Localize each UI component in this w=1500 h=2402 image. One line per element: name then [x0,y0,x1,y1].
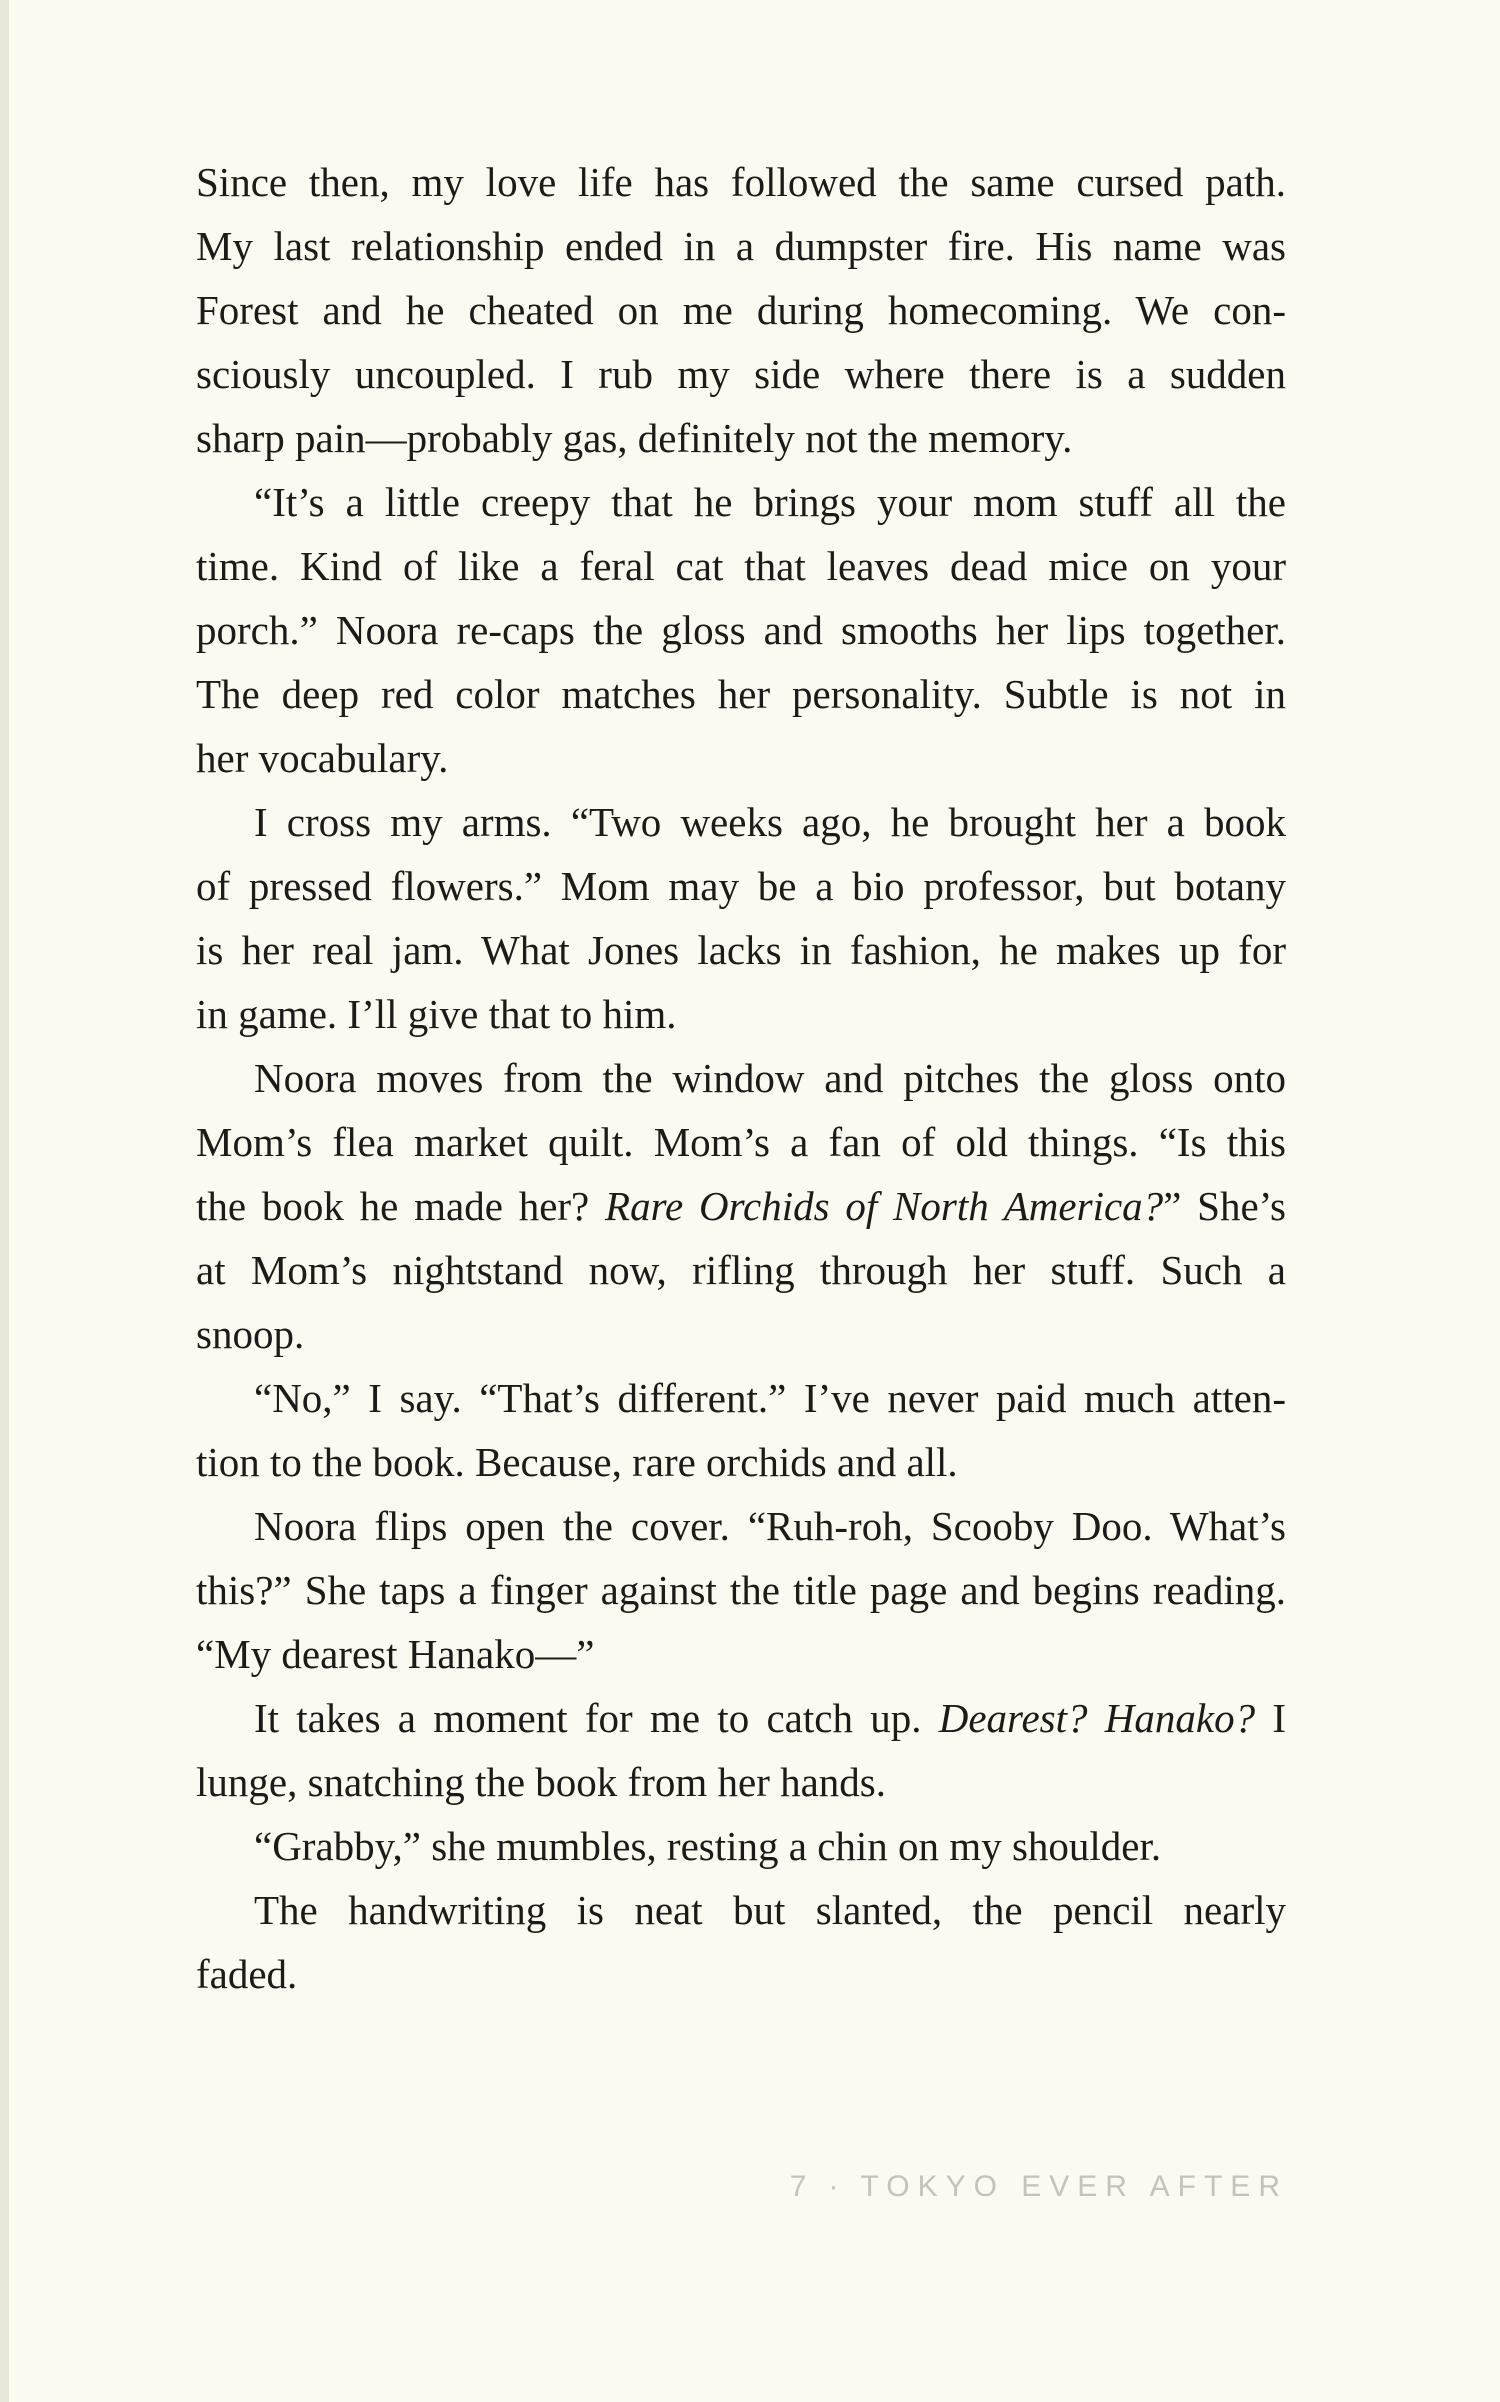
text-line: sharp pain—probably gas, definitely not the memory. [196,415,1073,461]
paragraph [196,470,1286,790]
text-line: Noora moves from the window and pitches the gloss onto [254,1055,1286,1101]
text-line: time. Kind of like a feral cat that leaves dead mice on your [196,543,1286,589]
page-number: 7 [789,2170,815,2203]
text-line: Forest and he cheated on me during homecoming. We con- [196,287,1286,333]
paragraph [196,1814,1286,1878]
text-line: snoop. [196,1311,305,1357]
paragraph [196,1878,1286,2006]
text-line: My last relationship ended in a dumpster fire. His name was [196,223,1286,269]
text-line: “Grabby,” she mumbles, resting a chin on my shoulder. [254,1823,1162,1869]
text-line: this?” She taps a finger against the title page and begins reading. [196,1567,1286,1613]
text-line: of pressed flowers.” Mom may be a bio professor, but botany [196,863,1286,909]
text-line: porch.” Noora re-caps the gloss and smooths her lips together. [196,607,1286,653]
paragraph [196,790,1286,1046]
paragraph [196,150,1286,470]
text-line: at Mom’s nightstand now, rifling through her stuff. Such a [196,1247,1286,1293]
text-line: “It’s a little creepy that he brings your mom stuff all the [254,479,1286,525]
text-line: It takes a moment for me to catch up. Dearest? Hanako? I [254,1695,1286,1741]
text-line: I cross my arms. “Two weeks ago, he brought her a book [254,799,1286,845]
text-line: The handwriting is neat but slanted, the pencil nearly [254,1887,1286,1933]
text-line: her vocabulary. [196,735,449,781]
text-line: lunge, snatching the book from her hands. [196,1759,887,1805]
book-title: TOKYO EVER AFTER [860,2170,1288,2203]
text-line: the book he made her? Rare Orchids of North America?” She’s [196,1183,1286,1229]
text-line: faded. [196,1951,298,1997]
italic-emphasis: Dearest? Hanako? [938,1695,1256,1741]
text-line: “No,” I say. “That’s different.” I’ve never paid much atten- [254,1375,1286,1421]
text-line: sciously uncoupled. I rub my side where there is a sudden [196,351,1286,397]
text-line: “My dearest Hanako—” [196,1631,595,1677]
paragraph [196,1494,1286,1686]
body-text [196,150,1286,2006]
text-line: tion to the book. Because, rare orchids and all. [196,1439,958,1485]
paragraph [196,1046,1286,1366]
text-line: Mom’s flea market quilt. Mom’s a fan of old things. “Is this [196,1119,1286,1165]
footer-separator: · [828,2170,847,2203]
text-line: The deep red color matches her personality. Subtle is not in [196,671,1286,717]
paragraph [196,1366,1286,1494]
text-line: in game. I’ll give that to him. [196,991,677,1037]
italic-emphasis: Rare Orchids of North America? [605,1183,1164,1229]
text-line: Since then, my love life has followed the same cursed path. [196,159,1286,205]
running-footer [778,2170,1288,2204]
text-line: Noora flips open the cover. “Ruh-roh, Scooby Doo. What’s [254,1503,1286,1549]
page-gutter-shadow [0,0,9,2402]
text-line: is her real jam. What Jones lacks in fashion, he makes up for [196,927,1286,973]
paragraph [196,1686,1286,1814]
